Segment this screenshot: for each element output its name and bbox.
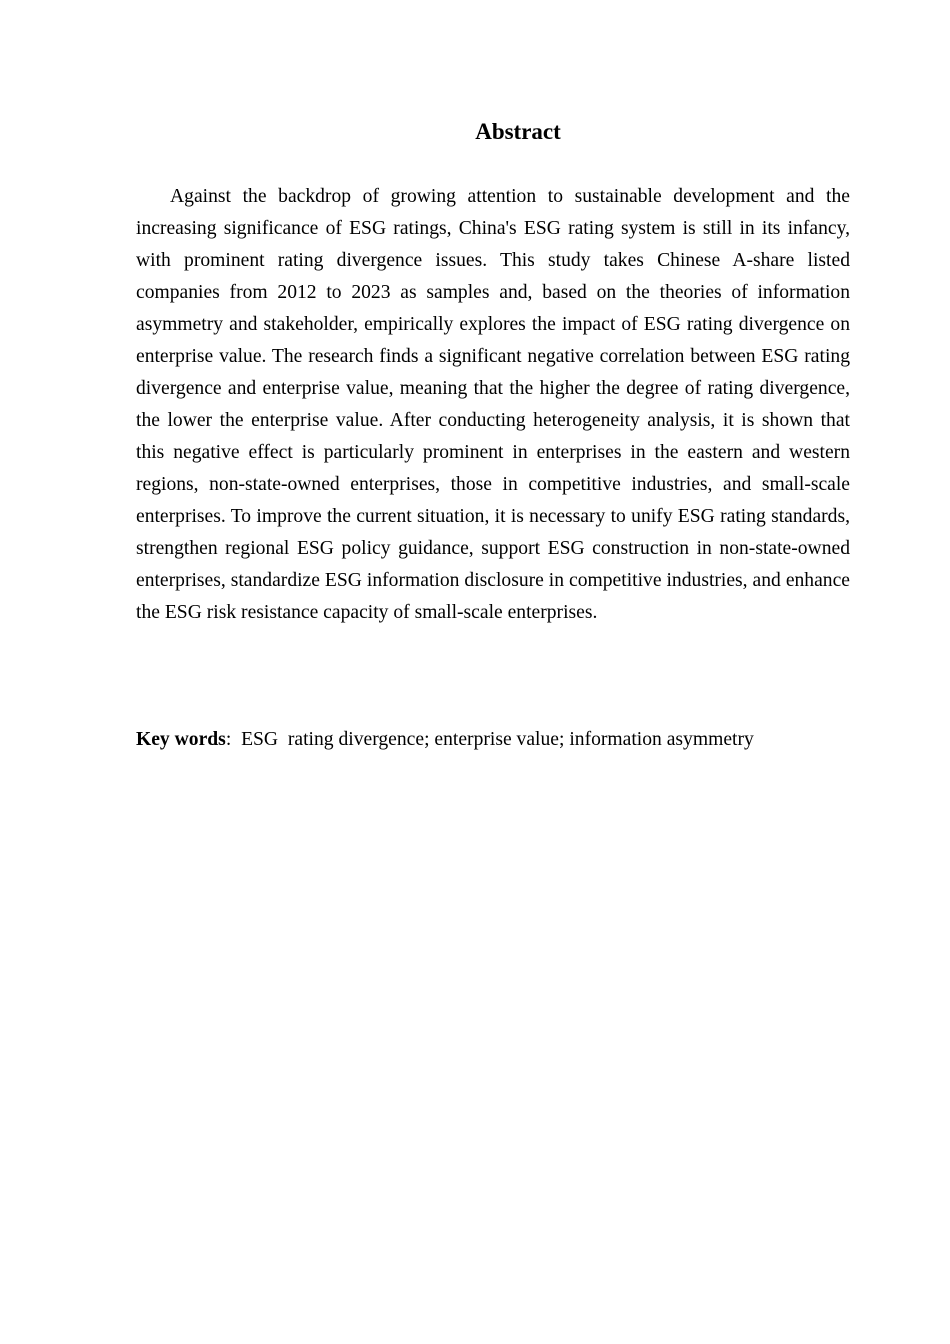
keywords-separator: : [225,729,232,750]
abstract-body: Against the backdrop of growing attention to sustainable development and the increasing significance of ESG ratings, China's ESG rating system is still in its infancy, with prominent rating divergence issues. This study takes Chinese A-share listed companies from 2012 to 2023 as samples and, based on the theories of information asymmetry and stakeholder, empirically explores the impact of ESG rating divergence on enterprise value. The research finds a significant negative correlation between ESG rating divergence and enterprise value, meaning that the higher the degree of rating divergence, the lower the enterprise value. After conducting heterogeneity analysis, it is shown that this negative effect is particularly prominent in enterprises in the eastern and western regions, non-state-owned enterprises, those in competitive industries, and small-scale enterprises. To improve the current situation, it is necessary to unify ESG rating standards, strengthen regional ESG policy guidance, support ESG construction in non-state-owned enterprises, standardize ESG information disclosure in competitive industries, and enhance the ESG risk resistance capacity of small-scale enterprises. [136,186,850,623]
keywords-label: Key words [136,729,226,750]
abstract-title: Abstract [475,119,561,144]
keywords-text: ESG rating divergence; enterprise value; information asymmetry [241,729,754,750]
keywords-line [136,724,876,756]
